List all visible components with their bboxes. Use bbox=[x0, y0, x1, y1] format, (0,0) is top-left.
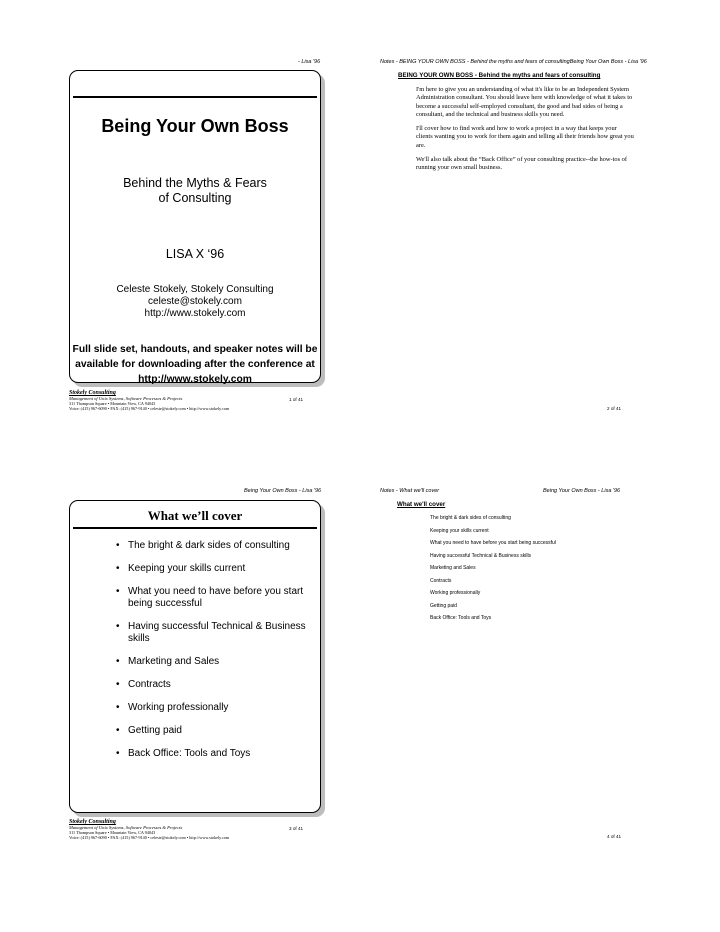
notes-paragraph: We'll also talk about the “Back Office” of your consulting practice--the how-tos of running your own small business. bbox=[416, 156, 627, 172]
footer-contact: Voice: (415) 967-6090 • FAX: (415) 967-9140 • celeste@stokely.com • http://www.stokely.com bbox=[69, 835, 230, 840]
notice-line-3: http://www.stokely.com bbox=[138, 374, 252, 385]
notes-body bbox=[416, 86, 634, 179]
notes-list bbox=[430, 515, 556, 628]
title-slide bbox=[69, 70, 321, 383]
contact-name: Celeste Stokely, Stokely Consulting bbox=[116, 284, 274, 295]
slide-page-number: 1 of 41 bbox=[289, 397, 304, 402]
notes-title: BEING YOUR OWN BOSS - Behind the myths and fears of consulting bbox=[398, 72, 601, 79]
footer-contact: Voice: (415) 967-6090 • FAX: (415) 967-9140 • celeste@stokely.com • http://www.stokely.com bbox=[69, 406, 230, 411]
notes-page-number: 4 of 41 bbox=[607, 834, 622, 839]
slide-page-number: 3 of 41 bbox=[289, 826, 304, 831]
notes-header-right: Being Your Own Boss - Lisa '96 bbox=[543, 488, 621, 494]
bullet-item: • Back Office: Tools and Toys bbox=[116, 748, 306, 760]
footer-tagline: Management of Unix Systems, Software Processes & Projects bbox=[69, 825, 183, 830]
subtitle-line-1: Behind the Myths & Fears bbox=[123, 176, 267, 190]
notes-header-left: Notes - What we'll cover bbox=[380, 488, 440, 494]
contact-url: http://www.stokely.com bbox=[144, 308, 246, 319]
contact-email: celeste@stokely.com bbox=[148, 296, 242, 307]
bullet-item: • The bright & dark sides of consulting bbox=[116, 540, 306, 552]
notes-item: Back Office: Tools and Toys bbox=[430, 615, 492, 621]
slide-header: Being Your Own Boss - Lisa '96 bbox=[244, 488, 322, 494]
notes-item: Getting paid bbox=[430, 602, 457, 609]
subtitle-line-2: of Consulting bbox=[158, 191, 232, 205]
download-notice bbox=[70, 342, 320, 387]
contact-block bbox=[70, 284, 320, 320]
bullet-list bbox=[116, 540, 306, 771]
bullet-item: • Marketing and Sales bbox=[116, 656, 306, 668]
footer-address: 311 Thompson Square • Mountain View, CA 94043 bbox=[69, 401, 156, 406]
top-rule bbox=[73, 96, 317, 98]
bullet-item: • Getting paid bbox=[116, 725, 306, 737]
notes-title: What we'll cover bbox=[397, 501, 446, 508]
agenda-slide bbox=[69, 500, 321, 813]
bullet-item: • Having successful Technical & Business skills bbox=[116, 621, 306, 645]
notes-page-number: 2 of 41 bbox=[607, 406, 622, 411]
slide-title: Being Your Own Boss bbox=[101, 116, 289, 136]
notes-item: Keeping your skills current bbox=[430, 527, 489, 534]
top-rule bbox=[73, 527, 317, 529]
notes-item: Having successful Technical & Business skills bbox=[430, 552, 532, 559]
notice-line-1: Full slide set, handouts, and speaker notes will be bbox=[72, 344, 318, 355]
notice-line-2: available for downloading after the conference at bbox=[75, 359, 315, 370]
notes-header: Notes - BEING YOUR OWN BOSS - Behind the myths and fears of consultingBeing Your Own Boss - Lisa '96 bbox=[380, 59, 647, 65]
notes-item: Contracts bbox=[430, 577, 452, 584]
bullet-item: • Contracts bbox=[116, 679, 306, 691]
notes-item: What you need to have before you start being successful bbox=[430, 540, 556, 546]
notes-item: Working professionally bbox=[430, 590, 481, 596]
bullet-item: • Working professionally bbox=[116, 702, 306, 714]
footer-company: Stokely Consulting bbox=[69, 819, 116, 825]
bullet-item: • What you need to have before you start being successful bbox=[116, 586, 306, 610]
slide-title: What we’ll cover bbox=[147, 508, 243, 523]
notes-paragraph: I'll cover how to find work and how to work a project in a way that keeps your clients wanting you to work for them again and telling all their friends how great you are. bbox=[416, 125, 634, 149]
footer-company: Stokely Consulting bbox=[69, 390, 116, 396]
slide-subtitle bbox=[70, 176, 320, 206]
footer-tagline: Management of Unix Systems, Software Processes & Projects bbox=[69, 396, 183, 401]
footer-address: 311 Thompson Square • Mountain View, CA 94043 bbox=[69, 830, 156, 835]
notes-item: Marketing and Sales bbox=[430, 565, 476, 571]
notes-paragraph: I'm here to give you an understanding of what it's like to be an Independent System Administration consultant. You should leave here with knowledge of what it takes to become a successful self-employed consultant, the good and bad sides of being a consultant, and the technical and business skills you need. bbox=[416, 86, 633, 118]
slide-header: - Lisa '96 bbox=[298, 59, 321, 65]
bullet-item: • Keeping your skills current bbox=[116, 563, 306, 575]
notes-item: The bright & dark sides of consulting bbox=[430, 515, 511, 521]
conference-name: LISA X ‘96 bbox=[165, 247, 225, 261]
